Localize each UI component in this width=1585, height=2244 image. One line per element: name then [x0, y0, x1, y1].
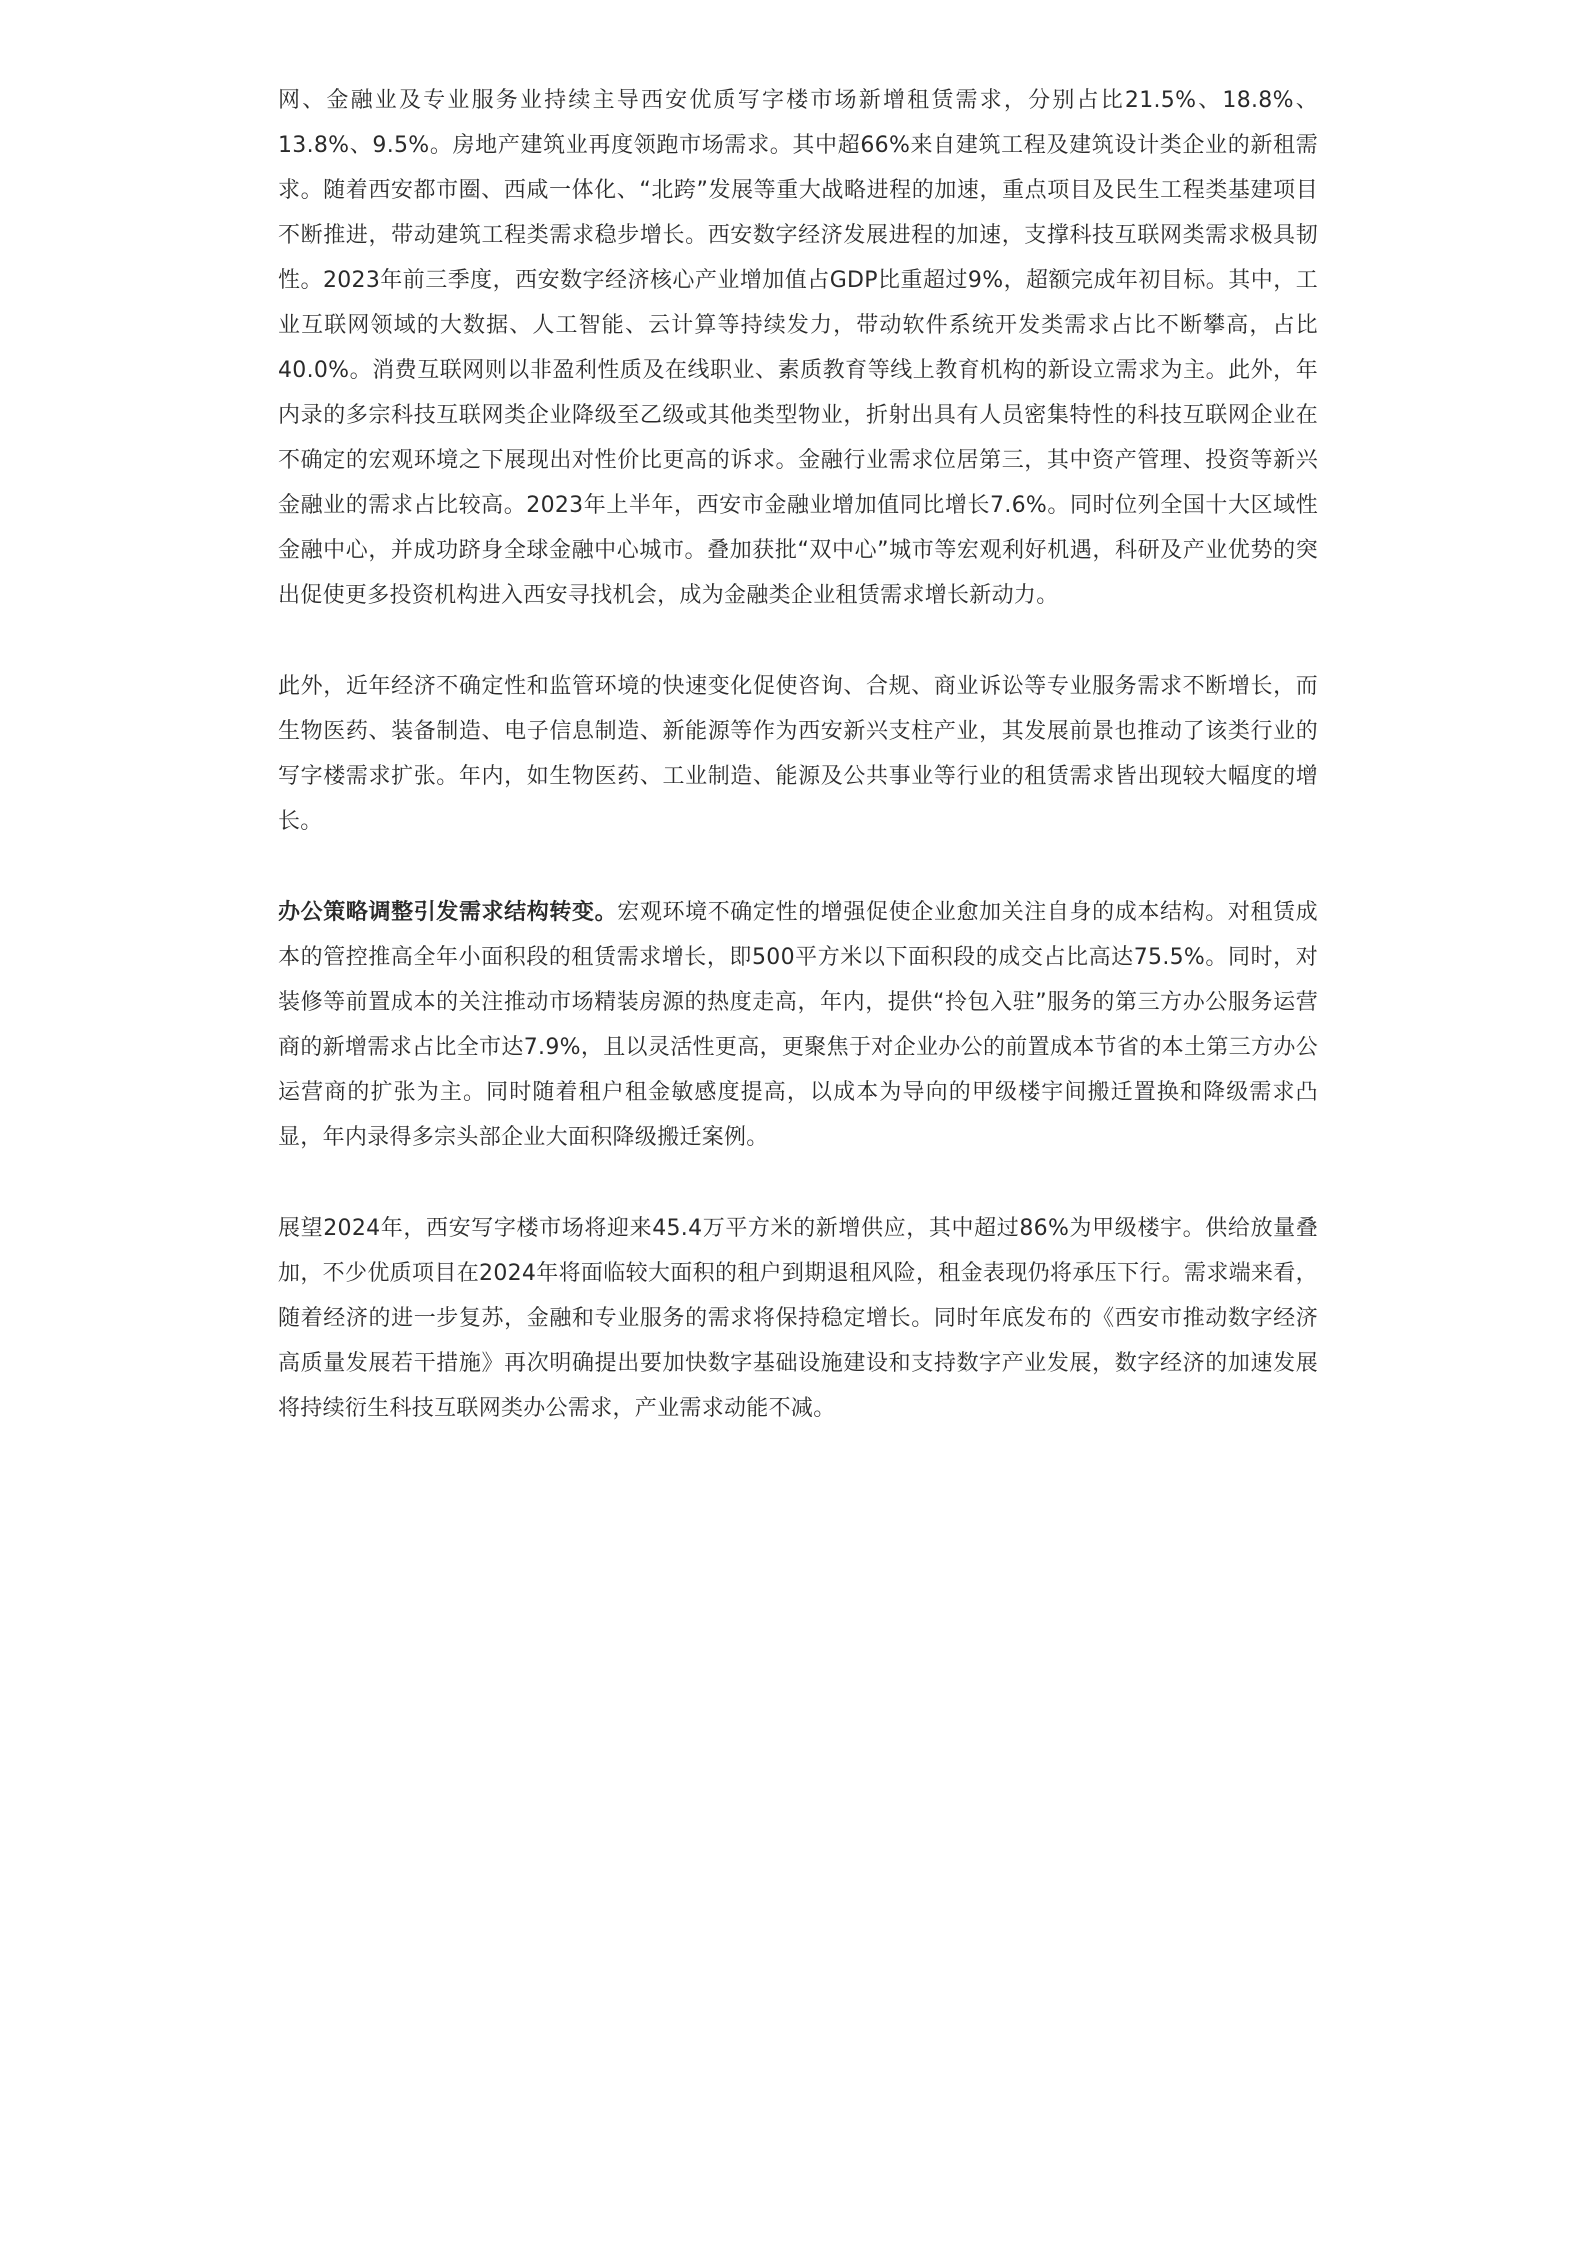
paragraph-office-strategy — [278, 890, 1318, 1160]
document-body — [278, 78, 1318, 1477]
paragraph-text: 宏观环境不确定性的增强促使企业愈加关注自身的成本结构。对租赁成本的管控推高全年小面积段的租赁需求增长，即500平方米以下面积段的成交占比高达75.5%。同时，对装修等前置成本的关注推动市场精装房源的热度走高，年内，提供“拎包入驻”服务的第三方办公服务运营商的新增需求占比全市达7.9%，且以灵活性更高，更聚焦于对企业办公的前置成本节省的本土第三方办公运营商的扩张为主。同时随着租户租金敏感度提高，以成本为导向的甲级楼宇间搬迁置换和降级需求凸显，年内录得多宗头部企业大面积降级搬迁案例。 — [278, 900, 1318, 1150]
paragraph-text: 展望2024年，西安写字楼市场将迎来45.4万平方米的新增供应，其中超过86%为甲级楼宇。供给放量叠加，不少优质项目在2024年将面临较大面积的租户到期退租风险，租金表现仍将承压下行。需求端来看，随着经济的进一步复苏，金融和专业服务的需求将保持稳定增长。同时年底发布的《西安市推动数字经济高质量发展若干措施》再次明确提出要加快数字基础设施建设和支持数字产业发展，数字经济的加速发展将持续衍生科技互联网类办公需求，产业需求动能不减。 — [278, 1216, 1318, 1421]
paragraph-demand-sectors — [278, 78, 1318, 618]
paragraph-text: 此外，近年经济不确定性和监管环境的快速变化促使咨询、合规、商业诉讼等专业服务需求不断增长，而生物医药、装备制造、电子信息制造、新能源等作为西安新兴支柱产业，其发展前景也推动了该类行业的写字楼需求扩张。年内，如生物医药、工业制造、能源及公共事业等行业的租赁需求皆出现较大幅度的增长。 — [278, 674, 1318, 834]
paragraph-lead-bold: 办公策略调整引发需求结构转变。 — [278, 900, 618, 925]
paragraph-professional-services — [278, 664, 1318, 844]
paragraph-outlook-2024 — [278, 1206, 1318, 1431]
paragraph-text: 网、金融业及专业服务业持续主导西安优质写字楼市场新增租赁需求，分别占比21.5%、18.8%、13.8%、9.5%。房地产建筑业再度领跑市场需求。其中超66%来自建筑工程及建筑设计类企业的新租需求。随着西安都市圈、西咸一体化、“北跨”发展等重大战略进程的加速，重点项目及民生工程类基建项目不断推进，带动建筑工程类需求稳步增长。西安数字经济发展进程的加速，支撑科技互联网类需求极具韧性。2023年前三季度，西安数字经济核心产业增加值占GDP比重超过9%，超额完成年初目标。其中，工业互联网领域的大数据、人工智能、云计算等持续发力，带动软件系统开发类需求占比不断攀高，占比40.0%。消费互联网则以非盈利性质及在线职业、素质教育等线上教育机构的新设立需求为主。此外，年内录的多宗科技互联网类企业降级至乙级或其他类型物业，折射出具有人员密集特性的科技互联网企业在不确定的宏观环境之下展现出对性价比更高的诉求。金融行业需求位居第三，其中资产管理、投资等新兴金融业的需求占比较高。2023年上半年，西安市金融业增加值同比增长7.6%。同时位列全国十大区域性金融中心，并成功跻身全球金融中心城市。叠加获批“双中心”城市等宏观利好机遇，科研及产业优势的突出促使更多投资机构进入西安寻找机会，成为金融类企业租赁需求增长新动力。 — [278, 88, 1318, 608]
